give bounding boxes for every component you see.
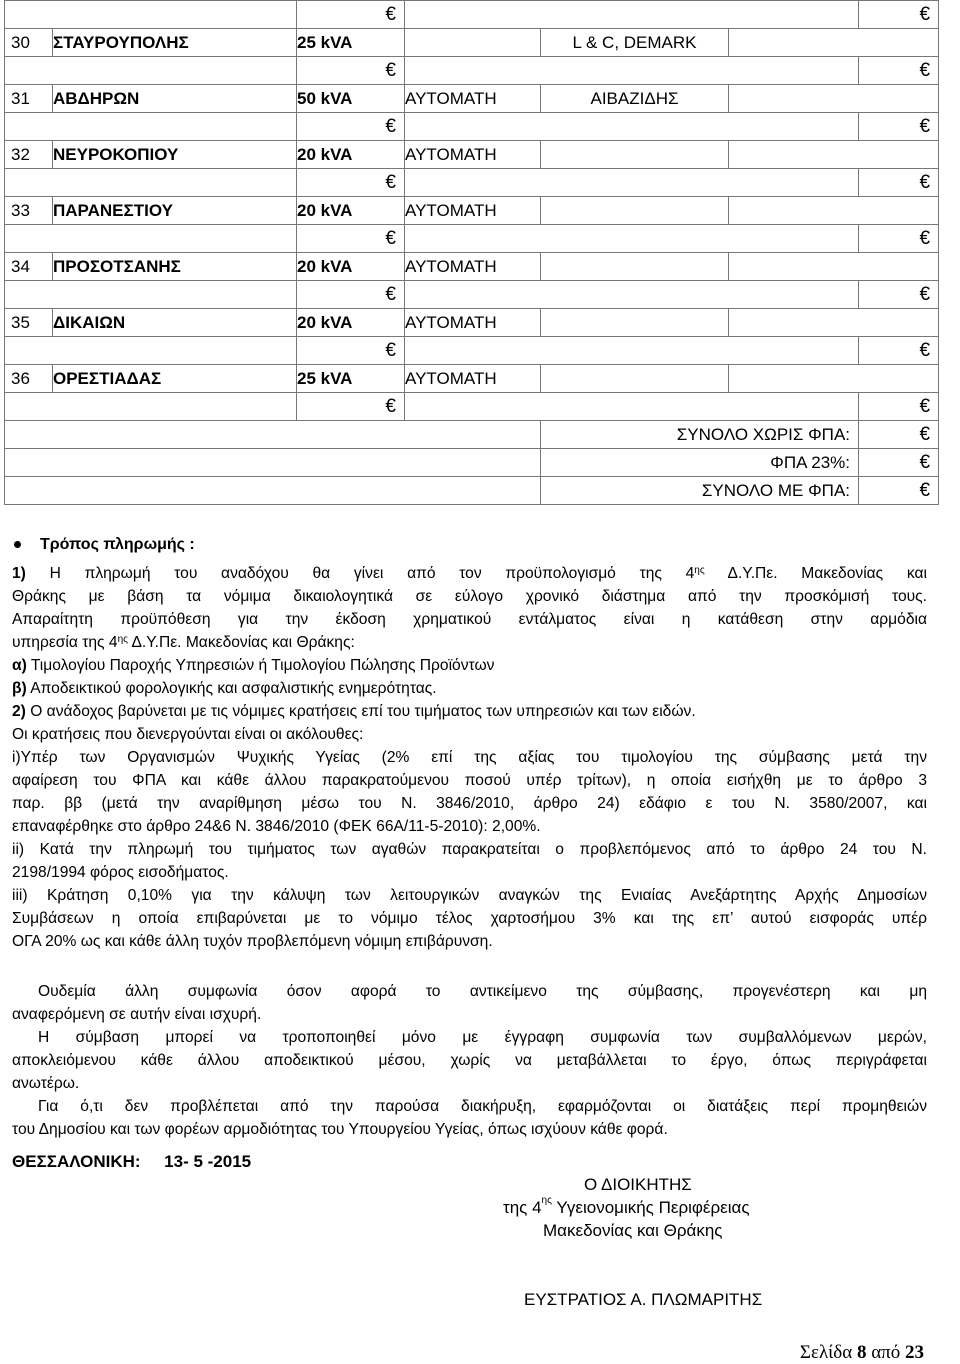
signatory-line-3: Μακεδονίας και Θράκης: [543, 1221, 723, 1240]
spacer-cell: [405, 393, 859, 421]
row-number: 36: [5, 365, 53, 393]
euro-cell: €: [297, 337, 405, 365]
holdings-iii-line-3: ΟΓΑ 20% ως και κάθε άλλη τυχόν προβλεπόμενη νόμιμη επιβάρυνση.: [12, 933, 493, 950]
row-type: ΑΥΤΟΜΑΤΗ: [405, 309, 541, 337]
spacer-cell: [729, 85, 939, 113]
euro-cell: €: [859, 1, 939, 29]
euro-cell: €: [859, 281, 939, 309]
bullet: [14, 541, 21, 548]
euro-cell: €: [859, 449, 939, 477]
spacer-cell: [729, 253, 939, 281]
row-vendor: [541, 253, 729, 281]
spacer-cell: [405, 281, 859, 309]
row-location: ΣΤΑΥΡΟΥΠΟΛΗΣ: [53, 29, 297, 57]
row-power: 20 kVA: [297, 197, 405, 225]
euro-cell: €: [859, 57, 939, 85]
spacer-cell: [405, 337, 859, 365]
row-power: 20 kVA: [297, 141, 405, 169]
euro-cell: €: [859, 113, 939, 141]
cost-table: [4, 0, 939, 505]
row-type: [405, 29, 541, 57]
holdings-i-line-2: αφαίρεση του ΦΠΑ και κάθε άλλου παρακρατούμενου ποσού υπέρ τρίτων), η οποία εισήχθη με το άρθρο 3: [12, 772, 927, 789]
holdings-ii-line-1: ii) Κατά την πληρωμή του τιμήματος των αγαθών παρακρατείται ο προβλεπόμενος από το άρθρο 24 του Ν.: [12, 841, 927, 858]
row-vendor: [541, 141, 729, 169]
row-vendor: [541, 197, 729, 225]
total-row: [5, 421, 939, 449]
closing-2-line-3: ανωτέρω.: [12, 1075, 80, 1092]
spacer-cell: [405, 113, 859, 141]
row-number: 32: [5, 141, 53, 169]
payment-line-2: Θράκης με βάση τα νόμιμα δικαιολογητικά σε εύλογο χρονικό διάστημα από την προσκόμισή τους.: [12, 588, 927, 605]
spacer-cell: [729, 197, 939, 225]
payment-item-b: β) Αποδεικτικού φορολογικής και ασφαλιστικής ενημερότητας.: [12, 680, 437, 697]
total-row: [5, 449, 939, 477]
closing-3-line-1: Για ό,τι δεν προβλέπεται από την παρούσα διακήρυξη, εφαρμόζονται οι διατάξεις περί προμηθειών: [38, 1098, 927, 1115]
spacer-cell: [5, 393, 297, 421]
closing-2-line-2: αποκλειόμενου κάθε άλλου αποδεικτικού μέσου, χωρίς να μεταβάλλεται το έργο, όπως περιγράφεται: [12, 1052, 927, 1069]
table-row: [5, 141, 939, 169]
row-number: 35: [5, 309, 53, 337]
euro-cell: €: [297, 393, 405, 421]
row-number: 33: [5, 197, 53, 225]
euro-cell: €: [297, 169, 405, 197]
holdings-iii-line-1: iii) Κράτηση 0,10% για την κάλυψη των λειτουργικών αναγκών της Ενιαίας Ανεξάρτητης Αρχής Δημοσίων: [12, 887, 927, 904]
row-location: ΔΙΚΑΙΩΝ: [53, 309, 297, 337]
holdings-i-line-3: παρ. ββ (μετά την αναρίθμηση μέσω του Ν. 3846/2010, άρθρο 24) εδάφιο ε του Ν. 3580/2007, και: [12, 795, 927, 812]
spacer-cell: [5, 225, 297, 253]
row-number: 31: [5, 85, 53, 113]
row-vendor: [541, 309, 729, 337]
euro-row: [5, 337, 939, 365]
spacer-cell: [5, 449, 541, 477]
holdings-intro: Οι κρατήσεις που διενεργούνται είναι οι ακόλουθες:: [12, 726, 364, 743]
row-location: ΠΡΟΣΟΤΣΑΝΗΣ: [53, 253, 297, 281]
holdings-i-line-4: επαναφέρθηκε στο άρθρο 24&6 Ν. 3846/2010 (ΦΕΚ 66Α/11-5-2010): 2,00%.: [12, 818, 541, 835]
row-power: 25 kVA: [297, 365, 405, 393]
payment-line-3: Απαραίτητη προϋπόθεση για την έκδοση χρηματικού εντάλματος είναι η κατάθεση στην αρμόδια: [12, 611, 927, 628]
table-row: [5, 253, 939, 281]
total-label: ΦΠΑ 23%:: [541, 449, 859, 477]
euro-cell: €: [297, 113, 405, 141]
row-power: 20 kVA: [297, 309, 405, 337]
euro-row: [5, 281, 939, 309]
spacer-cell: [5, 337, 297, 365]
holdings-i-line-1: i)Υπέρ των Οργανισμών Ψυχικής Υγείας (2% επί της αξίας του τιμολογίου της σύμβασης μετά την: [12, 749, 927, 766]
closing-1-line-2: αναφερόμενη σε αυτήν είναι ισχυρή.: [12, 1006, 262, 1023]
euro-cell: €: [859, 169, 939, 197]
euro-cell: €: [297, 57, 405, 85]
spacer-cell: [5, 1, 297, 29]
euro-cell: €: [297, 225, 405, 253]
row-location: ΑΒΔΗΡΩΝ: [53, 85, 297, 113]
row-vendor: L & C, DEMARK: [541, 29, 729, 57]
row-type: ΑΥΤΟΜΑΤΗ: [405, 253, 541, 281]
total-label: ΣΥΝΟΛΟ ΧΩΡΙΣ ΦΠΑ:: [541, 421, 859, 449]
row-power: 20 kVA: [297, 253, 405, 281]
euro-cell: €: [859, 337, 939, 365]
closing-3-line-2: του Δημοσίου και των φορέων αρμοδιότητας του Υπουργείου Υγείας, όπως ισχύουν κάθε φορά.: [12, 1121, 668, 1138]
page-footer: Σελίδα 8 από 23: [799, 1342, 924, 1363]
row-power: 25 kVA: [297, 29, 405, 57]
euro-cell: €: [859, 225, 939, 253]
euro-row: [5, 393, 939, 421]
euro-row: [5, 169, 939, 197]
spacer-cell: [5, 281, 297, 309]
spacer-cell: [5, 57, 297, 85]
euro-row: [5, 113, 939, 141]
spacer-cell: [405, 225, 859, 253]
total-label: ΣΥΝΟΛΟ ΜΕ ΦΠΑ:: [541, 477, 859, 505]
row-vendor: [541, 365, 729, 393]
closing-1-line-1: Ουδεμία άλλη συμφωνία όσον αφορά το αντικείμενο της σύμβασης, προγενέστερη και μη: [38, 983, 927, 1000]
table-row: [5, 309, 939, 337]
payment-heading: Τρόπος πληρωμής :: [40, 536, 195, 553]
row-type: ΑΥΤΟΜΑΤΗ: [405, 197, 541, 225]
signatory-line-2: της $4^{\eta\varsigma}$ Υγειονομικής Περιφέρειας: [503, 1195, 750, 1217]
row-power: 50 kVA: [297, 85, 405, 113]
spacer-cell: [405, 169, 859, 197]
euro-cell: €: [297, 1, 405, 29]
payment-line-4: υπηρεσία της $4^{\eta\varsigma}$ Δ.Υ.Πε. Μακεδονίας και Θράκης:: [12, 634, 355, 651]
euro-cell: €: [859, 421, 939, 449]
place-date: ΘΕΣΣΑΛΟΝΙΚΗ: 13- 5 -2015: [12, 1152, 252, 1171]
payment-line-1: 1) Η πληρωμή του αναδόχου θα γίνει από τον προϋπολογισμό της $4^{\eta\varsigma}$ Δ.Υ.Πε. Μακεδονίας και: [12, 565, 927, 582]
row-type: ΑΥΤΟΜΑΤΗ: [405, 141, 541, 169]
total-row: [5, 477, 939, 505]
euro-cell: €: [859, 393, 939, 421]
table-row: [5, 365, 939, 393]
holdings-iii-line-2: Συμβάσεων η οποία επιβαρύνεται με το νόμιμο τέλος χαρτοσήμου 3% και της επ’ αυτού εισφοράς υπέρ: [12, 910, 927, 927]
spacer-cell: [5, 477, 541, 505]
spacer-cell: [5, 113, 297, 141]
row-type: ΑΥΤΟΜΑΤΗ: [405, 365, 541, 393]
euro-cell: €: [859, 477, 939, 505]
spacer-cell: [5, 169, 297, 197]
signatory-name: ΕΥΣΤΡΑΤΙΟΣ Α. ΠΛΩΜΑΡΙΤΗΣ: [524, 1290, 763, 1309]
spacer-cell: [5, 421, 541, 449]
row-type: ΑΥΤΟΜΑΤΗ: [405, 85, 541, 113]
euro-row: [5, 225, 939, 253]
closing-2-line-1: Η σύμβαση μπορεί να τροποποιηθεί μόνο με έγγραφη συμφωνία των συμβαλλόμενων μερών,: [38, 1029, 927, 1046]
spacer-cell: [729, 365, 939, 393]
table-row: [5, 197, 939, 225]
row-number: 34: [5, 253, 53, 281]
spacer-cell: [405, 57, 859, 85]
euro-row: [5, 57, 939, 85]
euro-cell: €: [297, 281, 405, 309]
table-row: [5, 85, 939, 113]
spacer-cell: [729, 141, 939, 169]
row-location: ΠΑΡΑΝΕΣΤΙΟΥ: [53, 197, 297, 225]
payment-item-a: α) Τιμολογίου Παροχής Υπηρεσιών ή Τιμολογίου Πώλησης Προϊόντων: [12, 657, 495, 674]
row-location: ΟΡΕΣΤΙΑΔΑΣ: [53, 365, 297, 393]
spacer-cell: [729, 29, 939, 57]
signatory-title: Ο ΔΙΟΙΚΗΤΗΣ: [584, 1175, 692, 1194]
row-number: 30: [5, 29, 53, 57]
spacer-cell: [405, 1, 859, 29]
euro-row: [5, 1, 939, 29]
row-vendor: ΑΙΒΑΖΙΔΗΣ: [541, 85, 729, 113]
spacer-cell: [729, 309, 939, 337]
row-location: ΝΕΥΡΟΚΟΠΙΟΥ: [53, 141, 297, 169]
payment-line-2-para: 2) Ο ανάδοχος βαρύνεται με τις νόμιμες κρατήσεις επί του τιμήματος των υπηρεσιών και των ειδών.: [12, 703, 696, 720]
table-row: [5, 29, 939, 57]
holdings-ii-line-2: 2198/1994 φόρος εισοδήματος.: [12, 864, 229, 881]
